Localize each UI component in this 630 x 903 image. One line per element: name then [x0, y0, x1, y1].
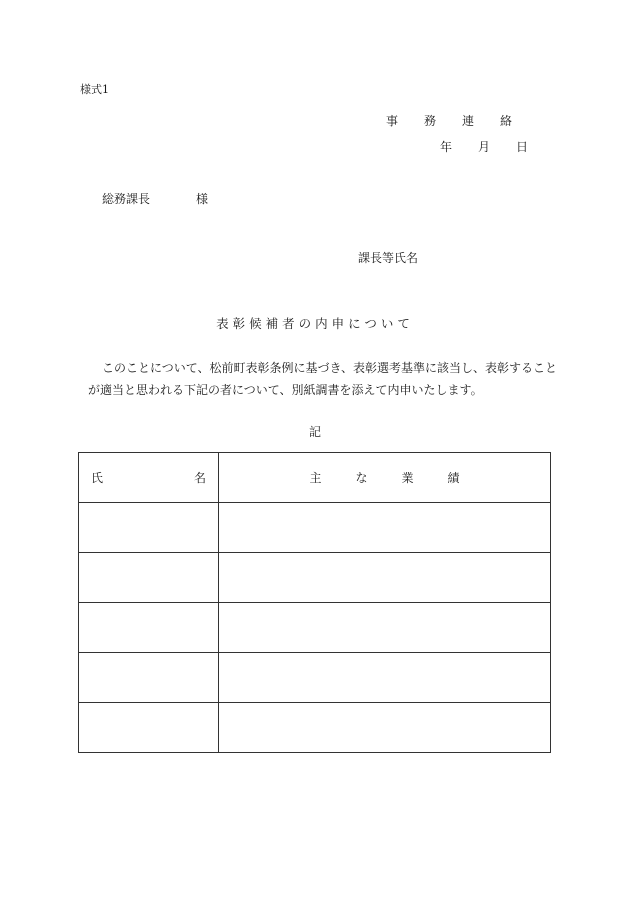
table-row	[79, 553, 551, 603]
achievements-cell[interactable]	[219, 603, 551, 653]
date-line	[440, 138, 528, 155]
document-type-char: 事	[386, 114, 399, 128]
header-achievements-char: 業	[401, 471, 414, 485]
name-cell[interactable]	[79, 703, 219, 753]
name-cell[interactable]	[79, 603, 219, 653]
header-achievements-cell	[219, 453, 551, 503]
document-type-char: 絡	[500, 114, 513, 128]
header-name-char: 名	[193, 471, 206, 485]
achievements-cell[interactable]	[219, 653, 551, 703]
ki-heading: 記	[308, 425, 321, 439]
achievements-cell[interactable]	[219, 553, 551, 603]
name-cell[interactable]	[79, 503, 219, 553]
table-row	[79, 503, 551, 553]
header-name-cell	[79, 453, 219, 503]
header-achievements-char: 績	[447, 471, 460, 485]
addressee-title: 総務課長	[102, 192, 151, 206]
body-line-1: このことについて、松前町表彰条例に基づき、表彰選考基準に該当し、表彰すること	[102, 361, 558, 375]
header-achievements-char: な	[355, 471, 368, 485]
date-day-label: 日	[516, 140, 529, 154]
header-name-char: 氏	[91, 471, 104, 485]
header-achievements-char: 主	[309, 471, 322, 485]
addressee-honorific: 様	[196, 192, 209, 206]
document-type-char: 務	[424, 114, 437, 128]
body-line-2: が適当と思われる下記の者について、別紙調書を添えて内申いたします。	[88, 383, 483, 397]
date-year-label: 年	[440, 140, 453, 154]
table-row	[79, 653, 551, 703]
body-paragraph	[88, 357, 558, 401]
addressee	[102, 190, 208, 207]
subject-title: 表彰候補者の内申について	[216, 316, 414, 331]
candidate-table	[78, 452, 551, 753]
name-cell[interactable]	[79, 653, 219, 703]
table-row	[79, 603, 551, 653]
achievements-cell[interactable]	[219, 503, 551, 553]
form-number: 様式1	[80, 83, 109, 96]
document-type-char: 連	[462, 114, 475, 128]
achievements-cell[interactable]	[219, 703, 551, 753]
date-month-label: 月	[478, 140, 491, 154]
table-header-row	[79, 453, 551, 503]
name-cell[interactable]	[79, 553, 219, 603]
sender-name-label: 課長等氏名	[358, 251, 419, 265]
table-row	[79, 703, 551, 753]
document-type	[386, 112, 512, 129]
